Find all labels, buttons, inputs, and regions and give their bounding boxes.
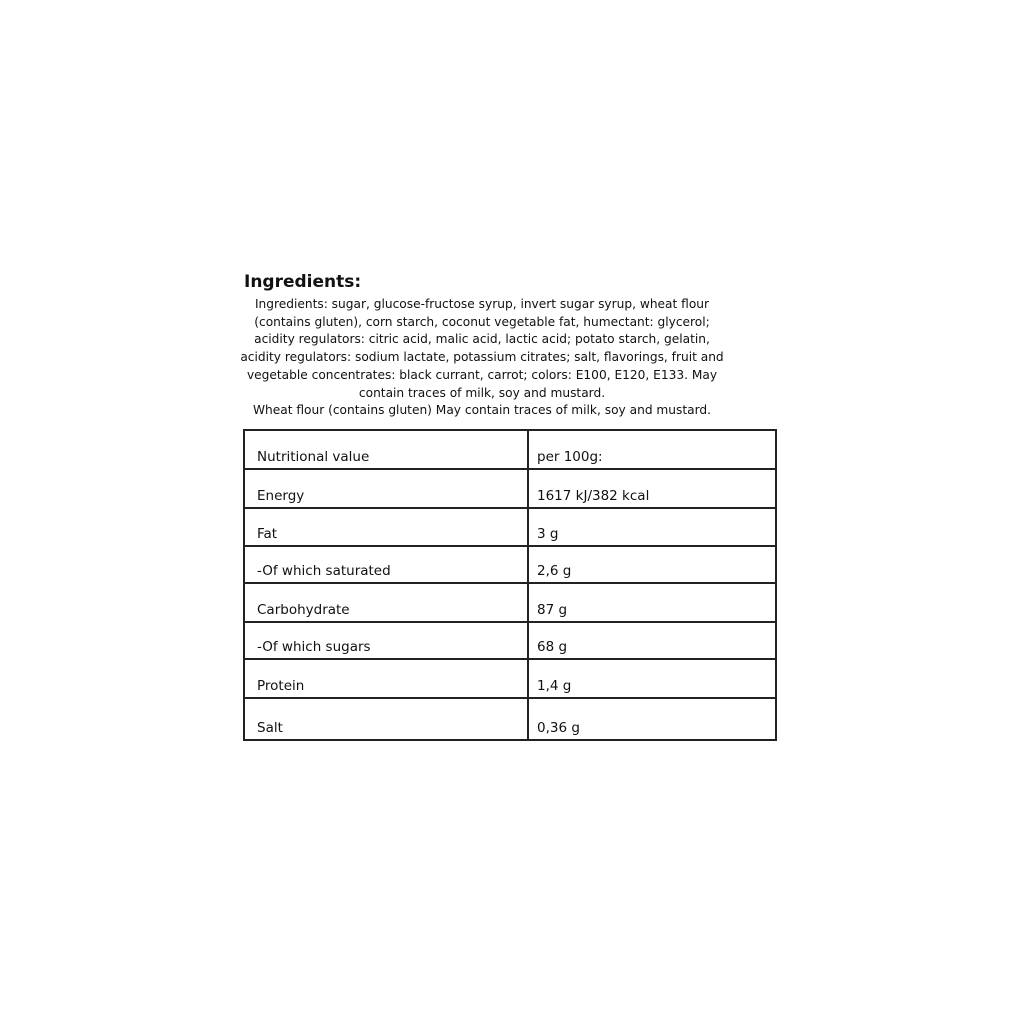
row-value: 1617 kJ/382 kcal [528,469,776,508]
table-row [244,508,776,546]
table-header-row [244,430,776,469]
table-row [244,698,776,740]
row-value: 2,6 g [528,546,776,583]
row-value: 1,4 g [528,659,776,698]
row-value: 68 g [528,622,776,659]
row-label: -Of which sugars [244,622,528,659]
table-row [244,622,776,659]
ingredients-heading: Ingredients: [244,272,362,292]
row-label: -Of which saturated [244,546,528,583]
row-value: 3 g [528,508,776,546]
row-value: 0,36 g [528,698,776,740]
table-row [244,469,776,508]
row-label: Energy [244,469,528,508]
ingredients-block [232,296,732,420]
row-value: 87 g [528,583,776,622]
header-label-cell: Nutritional value [244,430,528,469]
table-row [244,583,776,622]
header-value-cell: per 100g: [528,430,776,469]
table-row [244,659,776,698]
row-label: Protein [244,659,528,698]
nutrition-table [243,429,777,741]
allergen-note: Wheat flour (contains gluten) May contain traces of milk, soy and mustard. [252,403,712,418]
row-label: Carbohydrate [244,583,528,622]
table-row [244,546,776,583]
ingredients-paragraph: Ingredients: sugar, glucose-fructose syrup, invert sugar syrup, wheat flour (contains gluten), corn starch, coconut vegetable fat, humectant: glycerol; acidity regulators: citric acid, malic acid, lactic acid; potato starch, gelatin, acidity regulators: sodium lactate, potassium citrates; salt, flavorings, fruit and vegetable concentrates: black currant, carrot; colors: E100, E120, E133. May contain traces of milk, soy and mustard. [240,297,724,400]
row-label: Salt [244,698,528,740]
row-label: Fat [244,508,528,546]
